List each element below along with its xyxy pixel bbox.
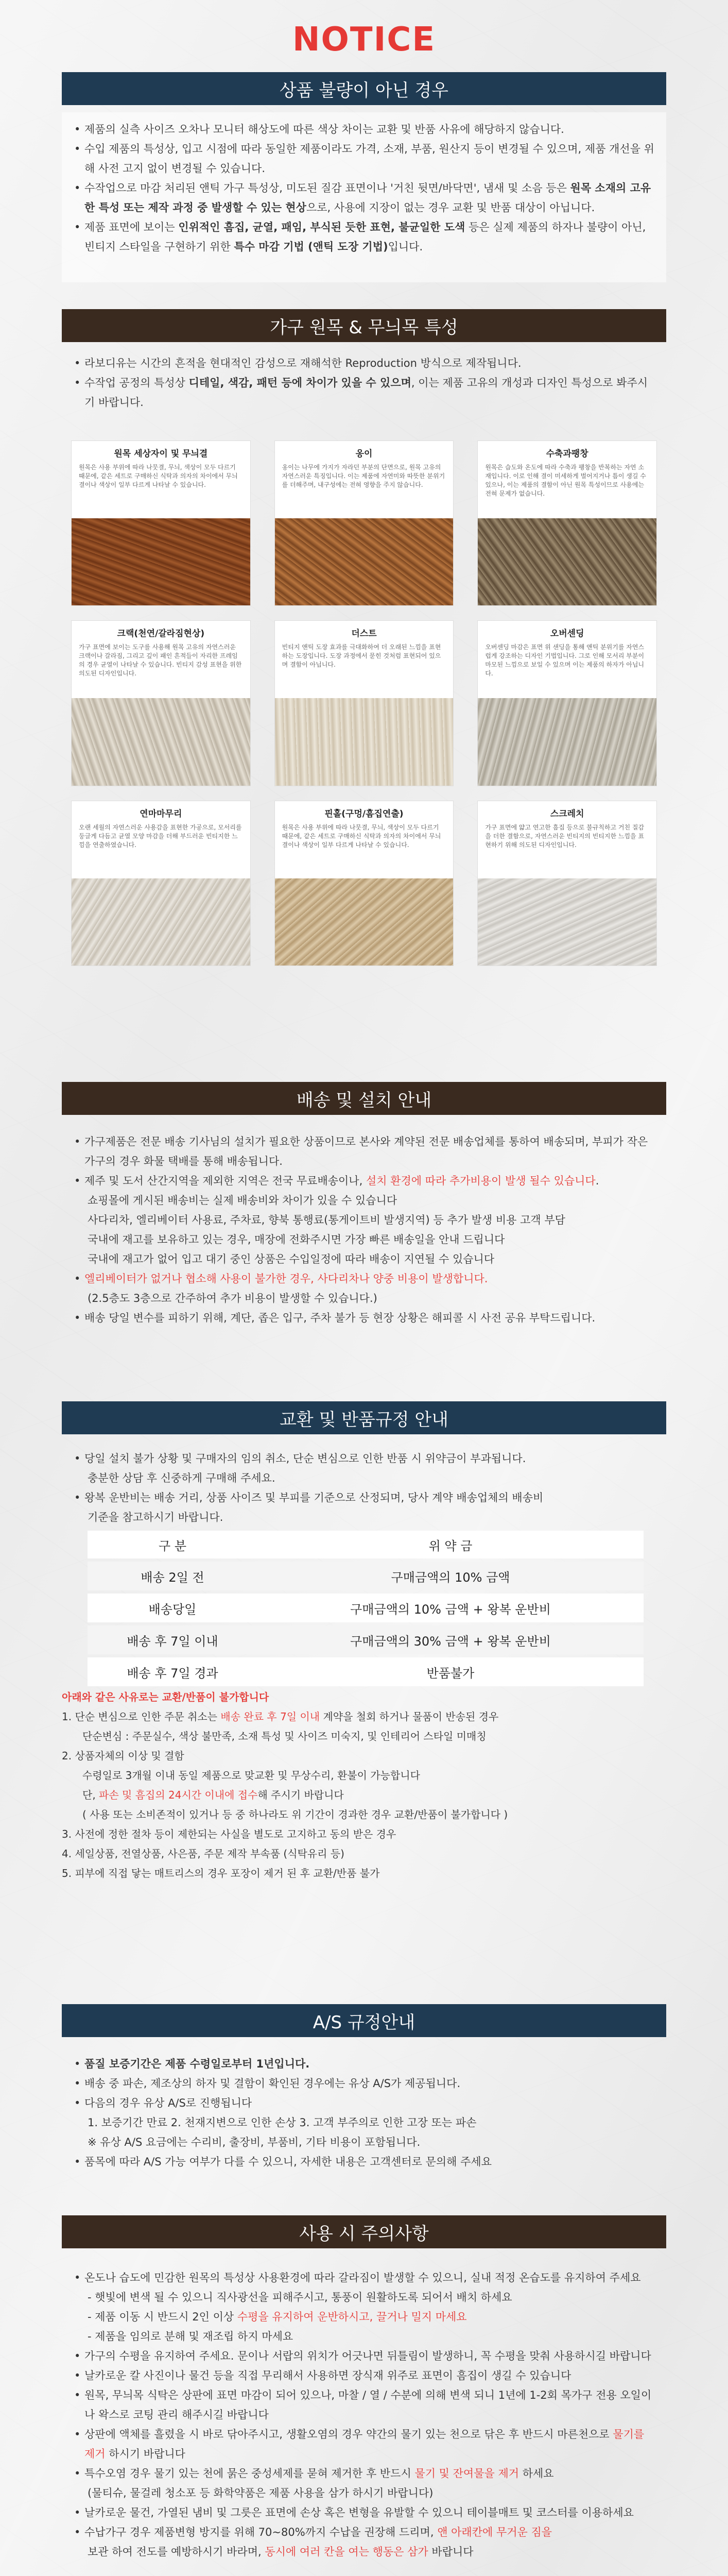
line-text: 제주 및 도서 산간지역을 제외한 지역은 전국 무료배송이나,	[84, 1175, 366, 1187]
refund-item	[72, 1507, 656, 1527]
usage-caution-item	[72, 2366, 656, 2385]
line-text: 날카로운 칼 사진이나 물건 등을 직접 무리해서 사용하면 장식재 위주로 표면이 흠집이 생길 수 있습니다	[84, 2369, 571, 2382]
as-item	[72, 2093, 656, 2113]
bullet-dot: •	[74, 1492, 81, 1504]
line-text: 설치 환경에 따라 추가비용이 발생 될수 있습니다	[366, 1175, 596, 1187]
refund-item	[72, 1488, 656, 1507]
material-card	[477, 801, 657, 966]
not-defect-item	[72, 139, 656, 178]
material-description: 오랜 세월의 자연스러운 사용감을 표현한 가공으로, 모서리를 둥글게 다듬고 균열 모양 마감을 더해 부드러운 빈티지한 느낌을 연출하였습니다.	[79, 823, 242, 849]
usage-caution-item	[72, 2542, 656, 2562]
section-delivery-body	[62, 1126, 666, 1332]
item-text: 특수 마감 기법 (앤틱 도장 기법)	[234, 241, 388, 253]
line-text: 하시기 바랍니다	[105, 2448, 185, 2460]
delivery-item	[72, 1230, 656, 1249]
as-item	[72, 2113, 656, 2132]
delivery-item	[72, 1308, 656, 1328]
section-header-not-defect: 상품 불량이 아닌 경우	[62, 72, 666, 105]
wood-characteristic-item	[72, 373, 656, 412]
refund-penalty: 구매금액의 30% 금액 + 왕복 운반비	[257, 1625, 644, 1654]
line-text: 날카로운 물건, 가열된 냄비 및 그릇은 표면에 손상 혹은 변형을 유발할 수 있으니 테이블매트 및 코스터를 이용하세요	[84, 2506, 634, 2519]
material-card	[274, 620, 454, 786]
item-text: 원목 소재의 고유한 특성 또는 제작 과정 중 발생할 수 있는 현상	[84, 182, 651, 214]
section-header-as: A/S 규정안내	[62, 2004, 666, 2037]
refund-table	[88, 1528, 644, 1689]
line-text: 국내에 재고를 보유하고 있는 경우, 매장에 전화주시면 가장 빠른 배송일을 안내 드립니다	[88, 1233, 505, 1246]
material-text	[275, 441, 454, 518]
item-text: 등은 실제 제품의 하자나 불량이 아닌, 빈티지 스타일을 구현하기 위한	[84, 221, 646, 253]
material-photo	[72, 518, 250, 605]
material-name: 핀홀(구멍/흠집연출)	[324, 808, 404, 819]
material-text	[478, 621, 656, 698]
refund-category: 배송 후 7일 이내	[88, 1625, 257, 1654]
refund-item	[72, 1449, 656, 1468]
bullet-dot: •	[74, 2369, 81, 2382]
item-text: 디테일, 색감, 패턴 등에 차이가 있을 수 있으며	[188, 377, 411, 389]
bullet-dot: •	[74, 1312, 81, 1324]
line-text: 사다리차, 엘리베이터 사용료, 주차료, 향북 통행료(통게이트비 발생지역) 등 추가 발생 비용 고객 부담	[88, 1214, 565, 1226]
refund-category: 배송 2일 전	[88, 1562, 257, 1590]
line-text: 파손 및 흠집의 24시간 이내에 접수	[99, 1789, 258, 1801]
material-description: 원목은 습도와 온도에 따라 수축과 팽창을 반복하는 자연 소재입니다. 이로 인해 결이 미세하게 벌어지거나 틈이 생길 수 있으나, 이는 제품의 결함이 아닌 원목 특성이므로 사용에는 전혀 문제가 없습니다.	[485, 464, 646, 497]
refund-penalty: 구매금액의 10% 금액	[257, 1562, 644, 1590]
bullet-dot: •	[74, 2097, 81, 2109]
usage-caution-item	[72, 2268, 656, 2287]
material-description: 원목은 사용 부위에 따라 나뭇결, 무늬, 색상이 모두 다르기 때문에, 같은 세트로 구매하신 식탁과 의자의 차이에서 무늬결이나 색상이 일부 다르게 나타날 수 있습니다.	[79, 464, 238, 488]
line-text: 해 주시기 바랍니다	[257, 1789, 344, 1801]
usage-caution-item	[72, 2287, 656, 2307]
material-photo	[478, 878, 656, 965]
section-header-usage-cautions: 사용 시 주의사항	[62, 2215, 666, 2248]
material-text	[275, 801, 454, 878]
refund-exception-item	[62, 1766, 666, 1785]
line-text: 배송 당일 변수를 피하기 위해, 계단, 좁은 입구, 주차 불가 등 현장 상황은 해피콜 시 사전 공유 부탁드립니다.	[84, 1312, 596, 1324]
not-defect-item	[72, 120, 656, 139]
material-description: 가구 표면에 보이는 도구를 사용해 원목 고유의 자연스러운 크랙이나 갈라짐, 그리고 깊이 패인 흔적들이 자리한 프레임의 경우 균열이 나타날 수 있습니다. 빈티지 감성 표현을 위한 의도된 디자인입니다.	[79, 643, 242, 677]
item-text: 제품의 실측 사이즈 오차나 모니터 해상도에 따른 색상 차이는 교환 및 반품 사유에 해당하지 않습니다.	[84, 123, 564, 135]
line-text: 품질 보증기간은 제품 수령일로부터 1년입니다.	[84, 2058, 310, 2070]
material-photo	[275, 518, 454, 605]
item-text: 으로, 사용에 지장이 없는 경우 교환 및 반품 대상이 아닙니다.	[306, 201, 595, 214]
as-item	[72, 2054, 656, 2074]
material-description: 옹이는 나무에 가지가 자라던 부분의 단면으로, 원목 고유의 자연스러운 특징입니다. 이는 제품에 자연미와 따뜻한 분위기를 더해주며, 내구성에는 전혀 영향을 주지 않습니다.	[282, 464, 445, 488]
item-text: , 이는 제품 고유의 개성과 디자인 특성으로 봐주시기 바랍니다.	[84, 377, 648, 409]
material-description: 빈티지 앤틱 도장 효과를 극대화하여 더 오래된 느낌을 표현하는 도장입니다. 도장 과정에서 묻힌 것처럼 표현되어 있으며 결함이 아닙니다.	[282, 643, 441, 669]
line-text: - 햇빛에 변색 될 수 있으니 직사광선을 피해주시고, 통풍이 원활하도록 되어서 배치 하세요	[88, 2291, 512, 2303]
line-text: 1. 보증기간 만료 2. 천재지변으로 인한 손상 3. 고객 부주의로 인한 고장 또는 파손	[88, 2116, 477, 2129]
line-text: 특수오염 경우 물기 있는 천에 묽은 중성세제를 묻혀 제거한 후 반드시	[84, 2467, 415, 2480]
bullet-dot: •	[74, 2077, 81, 2090]
refund-penalty: 구매금액의 10% 금액 + 왕복 운반비	[257, 1594, 644, 1622]
wood-characteristic-item	[72, 353, 656, 373]
not-defect-list	[72, 120, 656, 257]
line-text: 배송 중 파손, 제조상의 하자 및 결함이 확인된 경우에는 유상 A/S가 제공됩니다.	[84, 2077, 461, 2090]
as-item	[72, 2074, 656, 2093]
line-text: 1. 단순 변심으로 인한 주문 취소는	[62, 1710, 221, 1723]
material-photo	[478, 518, 656, 605]
section-not-defect-body	[62, 112, 666, 282]
material-photo	[72, 698, 250, 785]
delivery-item	[72, 1289, 656, 1308]
material-description: 오버센딩 마감은 표면 위 샌딩을 통해 앤틱 분위기를 자연스럽게 강조하는 디자인 기법입니다. 그로 인해 모서리 부분이 마모된 느낌으로 보일 수 있으며 이는 제품의 하자가 아닙니다.	[485, 643, 645, 677]
item-text: 라보디유는 시간의 흔적을 현대적인 감성으로 재해석한 Reproduction 방식으로 제작됩니다.	[84, 357, 522, 369]
item-text: 인위적인 흠집, 균열, 패임, 부식된 듯한 표현, 불균일한 도색	[178, 221, 465, 233]
refund-exception-item	[62, 1844, 666, 1863]
line-text: 2. 상품자체의 이상 및 결함	[62, 1750, 184, 1762]
refund-header-category: 구 분	[88, 1531, 257, 1558]
usage-caution-item	[72, 2464, 656, 2483]
bullet-dot: •	[74, 2272, 81, 2284]
refund-exception-item	[62, 1746, 666, 1766]
refund-exception-item	[62, 1707, 666, 1726]
line-text: ( 사용 또는 소비존적이 있거나 등 중 하나라도 위 기간이 경과한 경우 교환/반품이 불가합니다 )	[82, 1808, 508, 1821]
material-name: 크랙(천연/갈라짐현상)	[117, 629, 205, 639]
line-text: (물티슈, 물걸레 청소포 등 화학약품은 제품 사용을 삼가 하시기 바랍니다)	[88, 2487, 434, 2499]
refund-penalty: 반품불가	[257, 1657, 644, 1686]
bullet-dot: •	[74, 2058, 81, 2070]
line-text: 상판에 액체를 흘렸을 시 바로 닦아주시고, 생활오염의 경우 약간의 물기 있는 천으로 닦은 후 반드시 마른천으로	[84, 2428, 613, 2441]
material-text	[275, 621, 454, 698]
bullet-dot: •	[74, 2350, 81, 2362]
refund-exceptions-heading: 아래와 같은 사유로는 교환/반품이 불가합니다	[62, 1691, 269, 1703]
line-text: 당일 설치 불가 상황 및 구매자의 임의 취소, 단순 변심으로 인한 반품 시 위약금이 부과됩니다.	[84, 1452, 526, 1465]
bullet-dot: •	[74, 1175, 81, 1187]
wood-characteristics-list	[72, 353, 656, 412]
bullet-dot: •	[74, 2526, 81, 2538]
bullet-dot: •	[74, 2156, 81, 2168]
usage-caution-item	[72, 2307, 656, 2327]
usage-caution-item	[72, 2346, 656, 2366]
line-text: 3. 사전에 정한 절차 등이 제한되는 사실을 별도로 고지하고 동의 받은 경우	[62, 1828, 396, 1840]
material-text	[72, 441, 250, 518]
bullet-dot: •	[74, 1452, 81, 1465]
refund-exceptions-list	[62, 1707, 666, 1883]
not-defect-item	[72, 178, 656, 217]
as-list	[72, 2054, 656, 2172]
refund-row	[88, 1562, 644, 1590]
line-text: 다음의 경우 유상 A/S로 진행됩니다	[84, 2097, 252, 2109]
material-name: 원목 세상자이 및 무늬결	[114, 449, 208, 459]
usage-caution-item	[72, 2327, 656, 2346]
material-card	[274, 801, 454, 966]
material-card	[71, 440, 251, 606]
section-as-body	[62, 2048, 666, 2187]
line-text: 기준을 참고하시기 바랍니다.	[88, 1511, 223, 1523]
material-card	[71, 801, 251, 966]
material-description: 가구 표면에 얇고 연고한 흠집 등으로 불규칙하고 거친 질감을 더한 결함으로, 자연스러운 빈티지의 빈티지한 느낌을 표현하기 위해 의도된 디자인입니다.	[485, 823, 645, 849]
material-grid	[71, 440, 657, 966]
material-card	[274, 440, 454, 606]
line-text: 쇼핑몰에 게시된 배송비는 실제 배송비와 차이가 있을 수 있습니다	[88, 1194, 397, 1207]
line-text: 단,	[82, 1789, 99, 1801]
as-item	[72, 2132, 656, 2152]
material-card	[477, 620, 657, 786]
item-text: 입니다.	[388, 241, 423, 253]
line-text: 수평을 유지하여 운반하시고, 끌거나 밀지 마세요	[237, 2311, 467, 2323]
section-refund-body	[62, 1443, 666, 1530]
bullet-dot: •	[74, 2467, 81, 2480]
line-text: 동시에 여러 칸을 여는 행동은 삼가	[265, 2546, 428, 2558]
usage-caution-item	[72, 2483, 656, 2503]
line-text: 보관 하여 전도를 예방하시기 바라며,	[88, 2546, 265, 2558]
line-text: 4. 세일상품, 전열상품, 사은품, 주문 제작 부속품 (식탁유리 등)	[62, 1848, 344, 1860]
line-text: 가구제품은 전문 배송 기사님의 설치가 필요한 상품이므로 본사와 계약된 전문 배송업체를 통하여 배송되며, 부피가 작은 가구의 경우 화물 택배를 통해 배송됩니다.	[84, 1136, 648, 1167]
bullet-dot: •	[74, 1136, 81, 1148]
bullet-dot: •	[74, 2506, 81, 2519]
notice-title: NOTICE	[292, 21, 436, 59]
section-header-delivery: 배송 및 설치 안내	[62, 1082, 666, 1115]
bullet-dot: •	[74, 2389, 81, 2401]
refund-row	[88, 1657, 644, 1686]
line-text: 충분한 상담 후 신중하게 구매해 주세요.	[88, 1472, 275, 1484]
line-text: 물기 및 잔여물을 제거	[414, 2467, 519, 2480]
line-text: 하세요	[519, 2467, 554, 2480]
bullet-dot: •	[74, 2428, 81, 2441]
delivery-item	[72, 1191, 656, 1210]
line-text: 온도나 습도에 민감한 원목의 특성상 사용환경에 따라 갈라짐이 발생할 수 있으니, 실내 적정 온습도를 유지하여 주세요	[84, 2272, 641, 2284]
line-text: 계약을 철회 하거나 물품이 반송된 경우	[320, 1710, 499, 1723]
material-photo	[275, 878, 454, 965]
refund-exception-item	[62, 1726, 666, 1746]
usage-cautions-list	[72, 2268, 656, 2562]
refund-list	[72, 1449, 656, 1527]
line-text: 왕복 운반비는 배송 거리, 상품 사이즈 및 부피를 기준으로 산정되며, 당사 계약 배송업체의 배송비	[84, 1492, 544, 1504]
line-text: 엘리베이터가 없거나 협소해 사용이 불가한 경우, 사다리차나 양중 비용이 발생합니다.	[84, 1273, 488, 1285]
material-text	[72, 621, 250, 698]
material-name: 스크레치	[550, 808, 584, 819]
delivery-item	[72, 1171, 656, 1191]
line-text: 앤 아래칸에 무거운 짐을	[437, 2526, 552, 2538]
delivery-item	[72, 1249, 656, 1269]
line-text: 국내에 재고가 없어 입고 대기 중인 상품은 수입일정에 따라 배송이 지연될 수 있습니다	[88, 1253, 495, 1265]
section-wood-body	[62, 346, 666, 434]
material-text	[72, 801, 250, 878]
refund-exception-item	[62, 1785, 666, 1805]
material-name: 연마마무리	[140, 808, 182, 819]
line-text: .	[595, 1175, 599, 1187]
delivery-item	[72, 1132, 656, 1171]
refund-category: 배송 후 7일 경과	[88, 1657, 257, 1686]
item-text: 수작업으로 마감 처리된 앤틱 가구 특성상, 미도된 질감 표면이나 '거친 뒷면/바닥면', 냄새 및 소음 등은	[84, 182, 570, 194]
line-text: ※ 유상 A/S 요금에는 수리비, 출장비, 부품비, 기타 비용이 포함됩니다.	[88, 2136, 421, 2148]
as-item	[72, 2152, 656, 2172]
material-text	[478, 801, 656, 878]
usage-caution-item	[72, 2385, 656, 2425]
usage-caution-item	[72, 2503, 656, 2522]
material-photo	[72, 878, 250, 965]
refund-exception-item	[62, 1805, 666, 1824]
item-text: 수작업 공정의 특성상	[84, 377, 189, 389]
refund-item	[72, 1468, 656, 1488]
delivery-item	[72, 1269, 656, 1289]
refund-row	[88, 1594, 644, 1622]
refund-header-penalty: 위 약 금	[257, 1531, 644, 1558]
section-usage-body	[62, 2262, 666, 2576]
item-text: 수입 제품의 특성상, 입고 시점에 따라 동일한 제품이라도 가격, 소재, 부품, 원산지 등이 변경될 수 있으며, 제품 개선을 위해 사전 고지 없이 변경될 수 있습니다.	[84, 143, 654, 175]
item-text: 제품 표면에 보이는	[84, 221, 179, 233]
line-text: 바랍니다	[428, 2546, 474, 2558]
line-text: 수납가구 경우 제품변형 방지를 위해 70~80%까지 수납을 권장해 드리며,	[84, 2526, 438, 2538]
material-description: 원목은 사용 부위에 따라 나뭇결, 무늬, 색상이 모두 다르기 때문에, 같은 세트로 구매하신 식탁과 의자의 차이에서 무늬결이나 색상이 일부 다르게 나타날 수 있습니다.	[282, 823, 441, 849]
bullet-dot: •	[74, 1273, 81, 1285]
line-text: 단순변심 : 주문실수, 색상 불만족, 소재 특성 및 사이즈 미숙지, 및 인테리어 스타일 미매칭	[82, 1730, 487, 1742]
line-text: 물기를 제거	[84, 2428, 645, 2460]
line-text: (2.5층도 3층으로 간주하여 추가 비용이 발생할 수 있습니다.)	[88, 1292, 377, 1304]
refund-exception-item	[62, 1863, 666, 1883]
line-text: 배송 완료 후 7일 이내	[220, 1710, 320, 1723]
refund-row	[88, 1625, 644, 1654]
material-name: 옹이	[355, 449, 373, 459]
material-name: 오버센딩	[550, 629, 584, 639]
refund-exceptions	[62, 1687, 666, 1883]
material-card	[71, 620, 251, 786]
material-text	[478, 441, 656, 518]
material-photo	[275, 698, 454, 785]
refund-exception-item	[62, 1824, 666, 1844]
refund-category: 배송당일	[88, 1594, 257, 1622]
usage-caution-item	[72, 2425, 656, 2464]
line-text: - 제품 이동 시 반드시 2인 이상	[88, 2311, 237, 2323]
delivery-list	[72, 1132, 656, 1328]
material-name: 더스트	[351, 629, 377, 639]
material-card	[477, 440, 657, 606]
line-text: 품목에 따라 A/S 가능 여부가 다를 수 있으니, 자세한 내용은 고객센터로 문의해 주세요	[84, 2156, 492, 2168]
line-text: 5. 피부에 직접 닿는 매트리스의 경우 포장이 제거 된 후 교환/반품 불가	[62, 1867, 380, 1879]
material-photo	[478, 698, 656, 785]
line-text: - 제품을 임의로 분해 및 재조립 하지 마세요	[88, 2330, 293, 2343]
material-name: 수축과팽창	[546, 449, 588, 459]
line-text: 수령일로 3개월 이내 동일 제품으로 맞교환 및 무상수리, 환불이 가능합니다	[82, 1769, 420, 1782]
section-header-wood-characteristics: 가구 원목 & 무늬목 특성	[62, 309, 666, 342]
line-text: 가구의 수평을 유지하여 주세요. 문이나 서랍의 위치가 어긋나면 뒤틀림이 발생하니, 꼭 수평을 맞춰 사용하시길 바랍니다	[84, 2350, 651, 2362]
line-text: 원목, 무늬목 식탁은 상판에 표면 마감이 되어 있으나, 마찰 / 열 / 수분에 의해 변색 되니 1년에 1-2회 목가구 전용 오일이나 왁스로 코팅 관리 해주시길 바랍니다	[84, 2389, 652, 2421]
delivery-item	[72, 1210, 656, 1230]
section-header-refund: 교환 및 반품규정 안내	[62, 1401, 666, 1434]
not-defect-item	[72, 217, 656, 257]
usage-caution-item	[72, 2522, 656, 2542]
